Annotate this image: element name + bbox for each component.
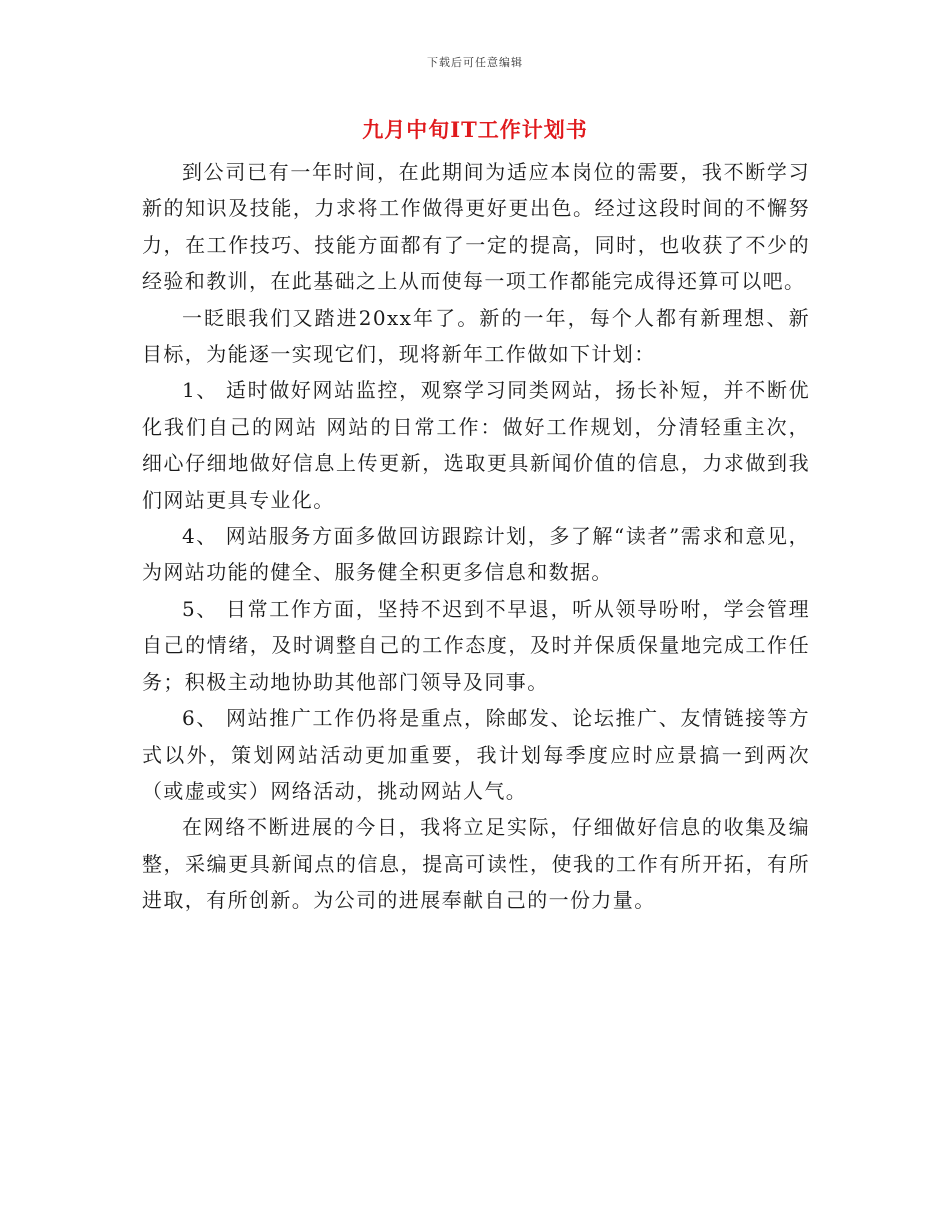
paragraph-intro: 到公司已有一年时间，在此期间为适应本岗位的需要，我不断学习新的知识及技能，力求将工作做得更好更出色。经过这段时间的不懈努力，在工作技巧、技能方面都有了一定的提高，同时，也收获了不少的经验和教训，在此基础之上从而使每一项工作都能完成得还算可以吧。 (142, 160, 810, 294)
paragraph-item-1: 1、 适时做好网站监控，观察学习同类网站，扬长补短，并不断优化我们自己的网站 网站的日常工作：做好工作规划，分清轻重主次，细心仔细地做好信息上传更新，选取更具新闻价值的信息，力求做到我们网站更具专业化。 (142, 378, 810, 512)
paragraph-item-6: 6、 网站推广工作仍将是重点，除邮发、论坛推广、友情链接等方式以外，策划网站活动更加重要，我计划每季度应时应景搞一到两次（或虚或实）网络活动，挑动网站人气。 (142, 706, 810, 803)
paragraph-item-5: 5、 日常工作方面，坚持不迟到不早退，听从领导吩咐，学会管理自己的情绪，及时调整自己的工作态度，及时并保质保量地完成工作任务；积极主动地协助其他部门领导及同事。 (142, 596, 810, 694)
paragraph-conclusion: 在网络不断进展的今日，我将立足实际，仔细做好信息的收集及编整，采编更具新闻点的信息，提高可读性，使我的工作有所开拓，有所进取，有所创新。为公司的进展奉献自己的一份力量。 (142, 815, 810, 913)
document-body (142, 154, 810, 919)
paragraph-new-year: 一眨眼我们又踏进20xx年了。新的一年，每个人都有新理想、新目标，为能逐一实现它们，现将新年工作做如下计划： (142, 305, 810, 367)
header-note: 下载后可任意编辑 (427, 56, 523, 69)
document-title: 九月中旬IT工作计划书 (362, 117, 588, 142)
paragraph-item-4: 4、 网站服务方面多做回访跟踪计划，多了解“读者”需求和意见，为网站功能的健全、服务健全积更多信息和数据。 (142, 524, 810, 585)
